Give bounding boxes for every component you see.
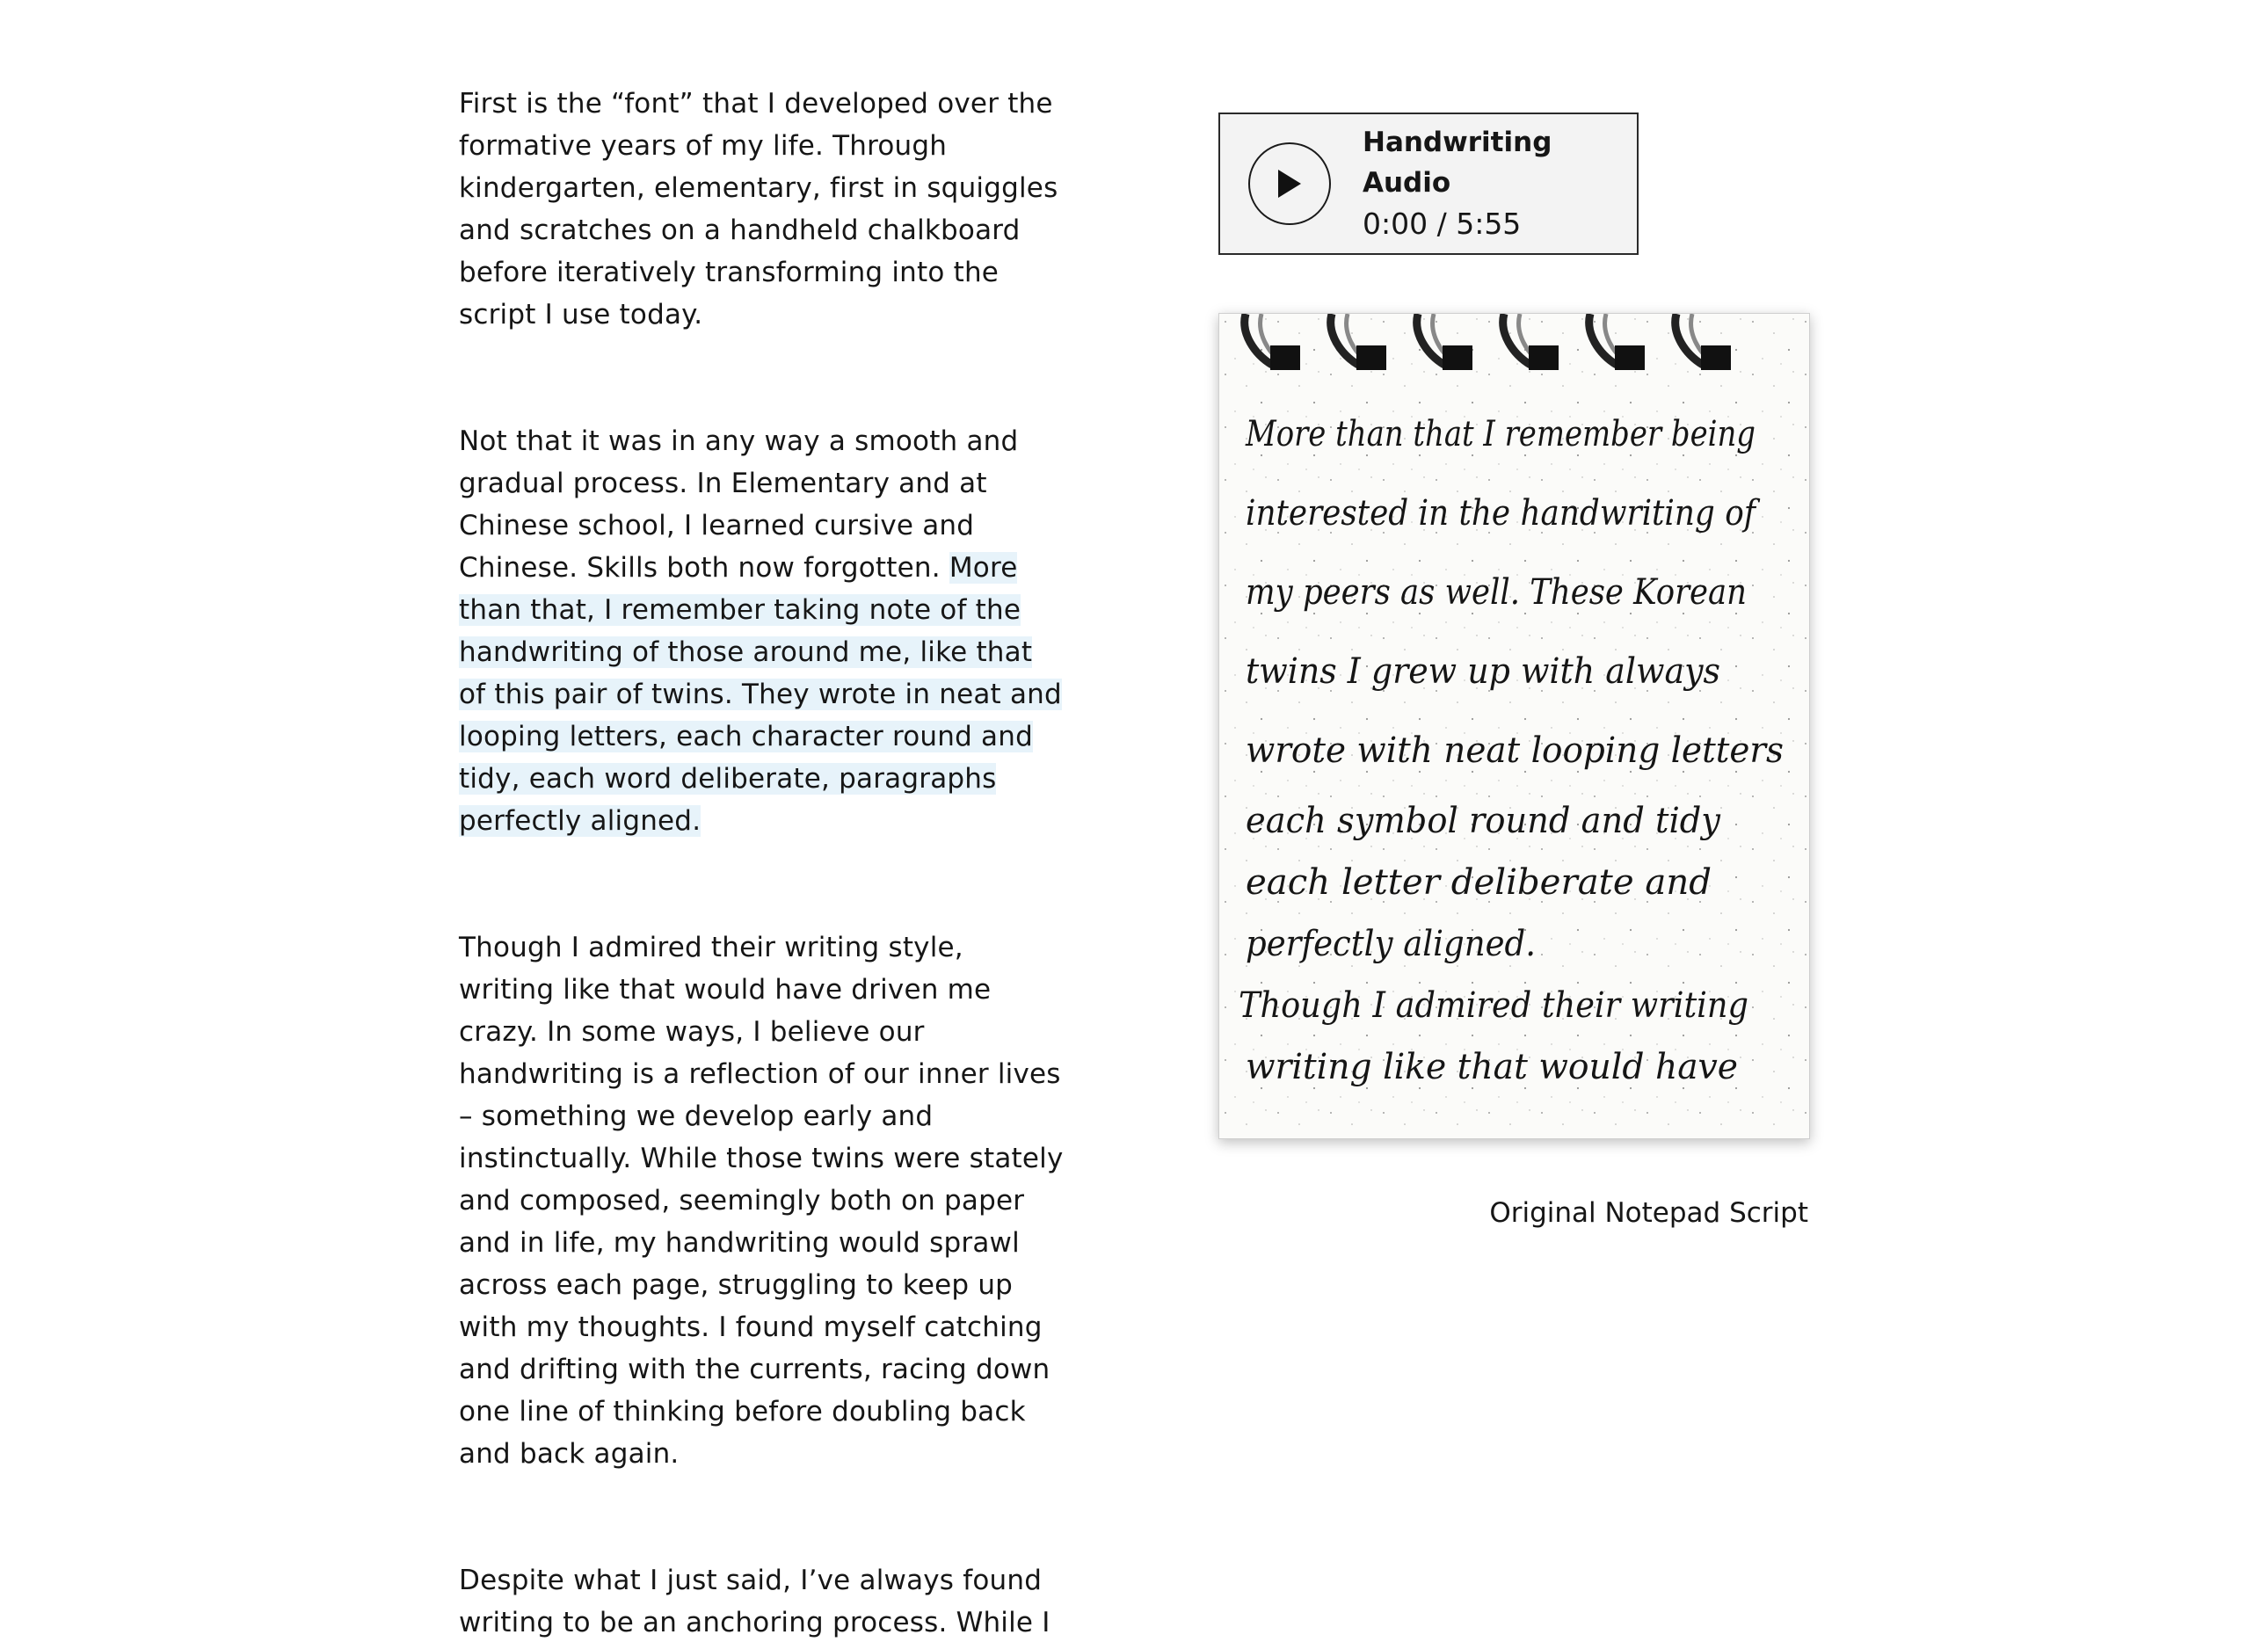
paragraph-2-text: Not that it was in any way a smooth and gradual process. In Elementary and at Chinese school, I learned cursive and Chinese. Skills both now forgotten. [459, 425, 1019, 584]
paragraph-1 [459, 83, 1065, 336]
handwriting-line: More than that I remember being [1245, 414, 1756, 454]
paragraph-4 [459, 1559, 1065, 1644]
handwriting-line: twins I grew up with always [1246, 651, 1720, 692]
handwriting-line: perfectly aligned. [1246, 924, 1536, 964]
handwriting [1239, 414, 1784, 1087]
notepad-caption: Original Notepad Script [1489, 1197, 1808, 1229]
handwriting-line: each letter deliberate and [1246, 862, 1712, 903]
article-body [459, 83, 1065, 1649]
play-button[interactable] [1248, 142, 1331, 225]
handwriting-line: my peers as well. These Korean [1246, 572, 1747, 613]
paragraph-1-text: First is the “font” that I developed over the formative years of my life. Through kindergarten, elementary, first in squiggles and scratches on a handheld chalkboard before iteratively transforming into the script I use today. [459, 88, 1058, 331]
paragraph-2 [459, 420, 1065, 842]
handwriting-line: wrote with neat looping letters [1246, 730, 1784, 771]
audio-player [1218, 113, 1639, 255]
audio-time: 0:00 / 5:55 [1363, 207, 1522, 241]
play-icon [1276, 169, 1303, 199]
handwriting-line: Though I admired their writing [1239, 985, 1748, 1026]
highlighted-passage[interactable]: More than that, I remember taking note of the handwriting of those around me, like that of this pair of twins. They wrote in neat and looping letters, each character round and tidy, each word deliberate, paragraphs perfectly aligned. [459, 552, 1062, 837]
handwriting-line: each symbol round and tidy [1246, 801, 1722, 841]
paragraph-3-text: Though I admired their writing style, writing like that would have driven me crazy. In some ways, I believe our handwriting is a reflection of our inner lives – something we develop early and instinctually. While those twins were stately and composed, seemingly both on paper and in life, my handwriting would sprawl across each page, struggling to keep up with my thoughts. I found myself catching and drifting with the currents, racing down one line of thinking before doubling back and back again. [459, 932, 1064, 1470]
paragraph-4-text: Despite what I just said, I’ve always found writing to be an anchoring process. While I [459, 1565, 1050, 1638]
audio-info [1363, 122, 1637, 245]
audio-title: Handwriting Audio [1363, 127, 1552, 199]
handwriting-line: writing like that would have [1246, 1047, 1738, 1087]
notepad-scan [1219, 314, 1809, 1138]
notepad-image [1218, 313, 1810, 1139]
paragraph-3 [459, 926, 1065, 1475]
handwriting-line: interested in the handwriting of [1246, 493, 1761, 534]
